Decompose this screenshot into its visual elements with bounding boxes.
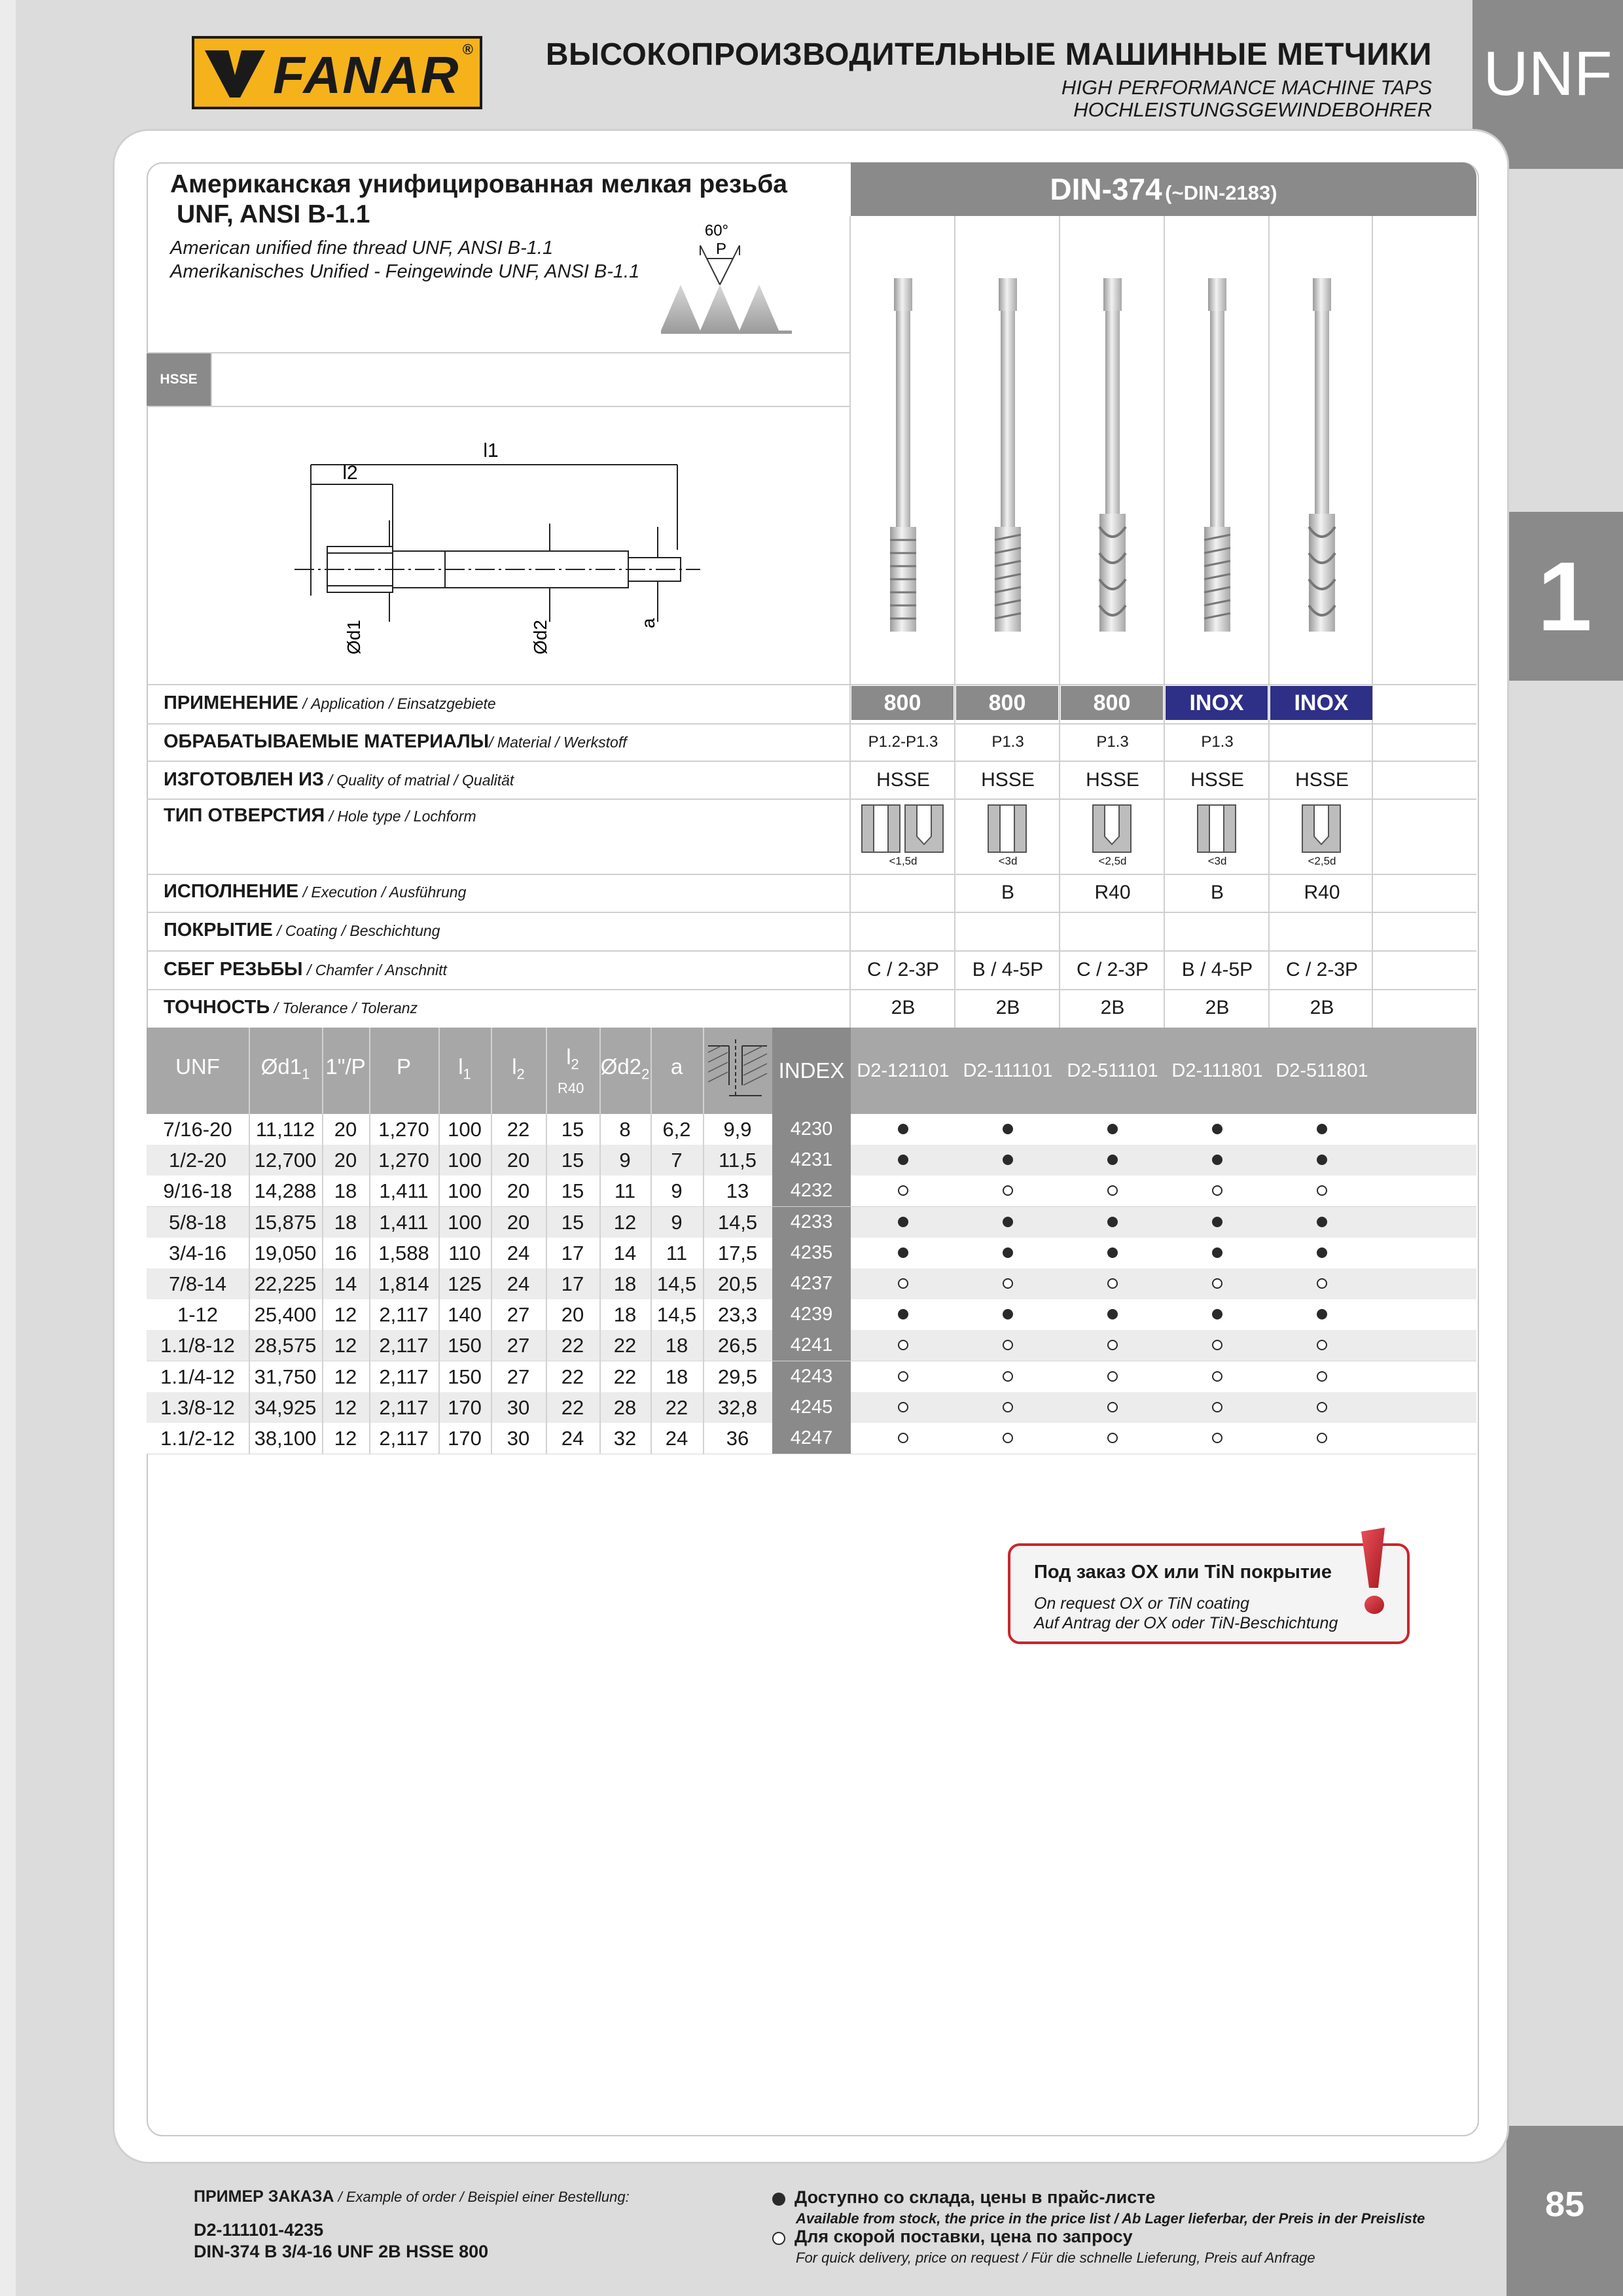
on-request-marker: [1212, 1278, 1222, 1289]
hole-type-icon-2: [987, 804, 1029, 853]
standard-main: DIN-374: [1050, 172, 1162, 206]
cell-d1: 25,400: [254, 1303, 317, 1327]
hole-type-icon-5: [1301, 804, 1343, 853]
cell-tpi: 14: [334, 1272, 357, 1295]
thread-profile-icon: [654, 219, 798, 334]
tool-images: [851, 265, 1374, 641]
tool-image-5: [1309, 278, 1335, 632]
tool-code-4: D2-111801: [1171, 1060, 1263, 1081]
cell-l1: 150: [448, 1365, 482, 1388]
row-divider: [147, 798, 1476, 800]
cell-d1: 11,112: [255, 1118, 315, 1141]
cell-depth: 36: [726, 1427, 749, 1450]
cell-p: 1,411: [379, 1210, 429, 1234]
row-divider: [147, 874, 1476, 875]
fanar-logo: [192, 36, 482, 109]
cell-index: 4239: [772, 1299, 851, 1330]
cell-l2: 20: [507, 1149, 530, 1172]
page-title: ВЫСОКОПРОИЗВОДИТЕЛЬНЫЕ МАШИННЫЕ МЕТЧИКИ: [545, 37, 1432, 72]
row-divider: [147, 989, 1476, 990]
page-title-de: HOCHLEISTUNGSGEWINDEBOHRER: [1073, 98, 1432, 121]
coating-note: [1008, 1543, 1410, 1644]
on-request-marker: [1212, 1371, 1222, 1382]
in-stock-marker: [1317, 1247, 1327, 1258]
cell-a: 22: [665, 1395, 688, 1419]
thread-standard: UNF, ANSI B-1.1: [177, 200, 370, 228]
cell-size: 7/8-14: [169, 1272, 226, 1295]
cell-d1: 15,875: [254, 1210, 317, 1234]
on-request-marker: [1107, 1402, 1118, 1412]
cell-l2: 20: [507, 1179, 530, 1203]
cell-depth: 23,3: [717, 1303, 758, 1327]
chamfer-value-3: C / 2-3P: [1076, 959, 1149, 980]
cell-l1: 100: [448, 1210, 482, 1234]
cell-p: 1,411: [379, 1179, 429, 1203]
tap-dimension-drawing: [275, 432, 700, 668]
cell-l2r: 15: [561, 1179, 584, 1203]
cell-l2r: 22: [561, 1395, 584, 1419]
cell-size: 7/16-20: [163, 1118, 232, 1141]
in-stock-marker: [898, 1247, 908, 1258]
hole-type-icon-3: [1092, 804, 1133, 853]
chapter-tab: 1: [1507, 512, 1623, 681]
cell-l1: 170: [448, 1427, 482, 1450]
hole-depth-5: <2,5d: [1308, 855, 1336, 867]
cell-depth: 17,5: [717, 1241, 758, 1265]
cell-d2: 9: [619, 1149, 631, 1172]
cell-l1: 150: [448, 1334, 482, 1357]
a-label: a: [638, 618, 658, 628]
in-stock-marker: [1212, 1247, 1222, 1258]
in-stock-marker: [898, 1217, 908, 1227]
cell-d1: 19,050: [254, 1241, 317, 1265]
note-de: Auf Antrag der OX oder TiN-Beschichtung: [1034, 1614, 1338, 1632]
cell-d2: 11: [614, 1179, 636, 1203]
table-column-divider: [599, 1028, 601, 1454]
cell-index: 4243: [772, 1361, 851, 1392]
chamfer-value-5: C / 2-3P: [1285, 959, 1359, 980]
row-divider: [147, 684, 1476, 685]
col-unf: UNF: [175, 1054, 220, 1079]
cell-a: 9: [671, 1210, 683, 1234]
in-stock-marker: [1212, 1217, 1222, 1227]
on-request-marker: [1003, 1371, 1013, 1382]
application-badge-5: INOX: [1270, 686, 1372, 720]
quality-value-4: HSSE: [1190, 769, 1244, 791]
order-example-code: D2-111101-4235: [194, 2220, 324, 2240]
cell-index: 4245: [772, 1392, 851, 1423]
on-request-marker: [898, 1402, 908, 1412]
cell-index: 4233: [772, 1207, 851, 1238]
logo-text: FANAR: [273, 46, 460, 104]
cell-p: 2,117: [379, 1365, 429, 1388]
logo-v-mark: [205, 50, 265, 98]
property-application: ПРИМЕНЕНИЕ / Application / Einsatzgebiete: [164, 692, 496, 713]
on-request-marker: [1212, 1433, 1222, 1443]
on-request-marker: [1317, 1371, 1327, 1382]
cell-size: 3/4-16: [169, 1241, 226, 1265]
cell-tpi: 16: [334, 1241, 357, 1265]
tolerance-value-2: 2B: [995, 997, 1020, 1018]
col-a: a: [670, 1054, 683, 1079]
stock-legend-tr: Available from stock, the price in the price list / Ab Lager lieferbar, der Preis in der Preisliste: [796, 2210, 1425, 2227]
cell-size: 5/8-18: [169, 1210, 226, 1234]
cell-d2: 28: [613, 1395, 637, 1419]
tolerance-value-5: 2B: [1310, 997, 1334, 1018]
cell-l2: 30: [507, 1427, 530, 1450]
cell-d1: 22,225: [254, 1272, 317, 1295]
cell-d1: 12,700: [254, 1149, 317, 1172]
application-badge-3: 800: [1061, 686, 1163, 720]
registered-mark: ®: [462, 41, 473, 58]
divider: [147, 352, 851, 353]
cell-tpi: 20: [334, 1149, 357, 1172]
cell-tpi: 12: [334, 1427, 357, 1450]
material-value-4: P1.3: [1201, 733, 1234, 751]
execution-value-3: R40: [1094, 882, 1131, 903]
tool-image-4: [1204, 278, 1230, 632]
r40-label: R40: [558, 1080, 584, 1096]
cell-size: 1.1/4-12: [160, 1365, 235, 1388]
pitch-label: P: [715, 240, 727, 258]
in-stock-marker: [1317, 1124, 1327, 1134]
row-divider: [147, 723, 1476, 725]
chamfer-value-1: C / 2-3P: [866, 959, 940, 980]
application-badge-1: 800: [851, 686, 954, 720]
col-l1: $l_1$: [458, 1054, 471, 1083]
in-stock-marker: [1107, 1247, 1118, 1258]
cell-size: 1.1/8-12: [160, 1334, 235, 1357]
cell-index: 4241: [772, 1330, 851, 1361]
property-hole-type: ТИП ОТВЕРСТИЯ / Hole type / Lochform: [164, 805, 476, 826]
hole-type-icon-4: [1196, 804, 1238, 853]
cell-tpi: 12: [334, 1334, 357, 1357]
cell-d2: 12: [613, 1210, 637, 1234]
material-value-2: P1.3: [991, 733, 1024, 751]
property-quality: ИЗГОТОВЛЕН ИЗ / Quality of matrial / Qualität: [164, 769, 514, 790]
cell-l2: 27: [507, 1365, 530, 1388]
tolerance-value-3: 2B: [1100, 997, 1125, 1018]
cell-a: 9: [671, 1179, 683, 1203]
standard-header: [851, 162, 1476, 216]
cell-depth: 14,5: [717, 1210, 758, 1234]
cell-depth: 32,8: [717, 1395, 758, 1419]
page-number: 85: [1507, 2126, 1623, 2296]
cell-a: 18: [665, 1365, 688, 1388]
cell-l1: 100: [448, 1149, 482, 1172]
execution-value-5: R40: [1304, 882, 1340, 903]
note-title: Под заказ OX или TiN покрытие: [1034, 1562, 1332, 1583]
l1-label: l1: [483, 440, 499, 461]
cell-a: 14,5: [656, 1303, 697, 1327]
cell-d2: 8: [619, 1118, 631, 1141]
on-request-marker: [1003, 1278, 1013, 1289]
d1-label: Ød1: [344, 620, 364, 655]
hole-depth-2: <3d: [998, 855, 1018, 867]
execution-value-4: B: [1210, 882, 1224, 903]
quality-value-1: HSSE: [876, 769, 930, 791]
table-column-divider: [651, 1028, 652, 1454]
table-column-divider: [249, 1028, 250, 1454]
cell-d2: 14: [613, 1241, 637, 1265]
quick-legend-ru: Для скорой поставки, цена по запросу: [794, 2227, 1133, 2246]
in-stock-marker: [1212, 1124, 1222, 1134]
cell-a: 18: [665, 1334, 688, 1357]
cell-l1: 125: [448, 1272, 482, 1295]
cell-d2: 18: [613, 1303, 637, 1327]
page-title-en: HIGH PERFORMANCE MACHINE TAPS: [1061, 76, 1432, 99]
cell-d2: 18: [613, 1272, 637, 1295]
cell-l2r: 15: [561, 1149, 584, 1172]
on-request-marker: [1317, 1433, 1327, 1443]
tool-code-1: D2-121101: [857, 1060, 950, 1081]
col-d1: $Ød1_1$: [260, 1054, 310, 1083]
thread-title-ru: Американская унифицированная мелкая резьба: [170, 170, 787, 198]
cell-p: 1,814: [378, 1272, 429, 1295]
cell-l2r: 15: [561, 1210, 584, 1234]
cell-d2: 22: [613, 1365, 637, 1388]
stock-legend-ru: Доступно со склада, цены в прайс-листе: [794, 2187, 1156, 2207]
application-badge-2: 800: [956, 686, 1058, 720]
tool-code-5: D2-511801: [1275, 1060, 1368, 1081]
cell-index: 4235: [772, 1238, 851, 1268]
hole-depth-4: <3d: [1207, 855, 1227, 867]
on-request-marker: [1003, 1433, 1013, 1443]
quick-legend-tr: For quick delivery, price on request / Für die schnelle Lieferung, Preis auf Anfrage: [796, 2250, 1315, 2266]
page-margin: [0, 0, 16, 2296]
execution-value-2: B: [1001, 882, 1014, 903]
cell-l2r: 22: [561, 1365, 584, 1388]
exclamation-icon: [1359, 1528, 1393, 1619]
cell-size: 1-12: [177, 1303, 219, 1327]
cell-p: 2,117: [379, 1303, 429, 1327]
cell-depth: 29,5: [717, 1365, 758, 1388]
hole-depth-1: <1,5d: [889, 855, 918, 867]
cell-l2r: 17: [561, 1272, 584, 1295]
on-request-marker: [1107, 1371, 1118, 1382]
cell-depth: 9,9: [723, 1118, 752, 1141]
on-request-marker: [898, 1371, 908, 1382]
cell-p: 2,117: [379, 1395, 429, 1419]
cell-l2r: 17: [561, 1241, 584, 1265]
cell-tpi: 12: [334, 1395, 357, 1419]
cell-l1: 110: [448, 1241, 481, 1265]
property-chamfer: СБЕГ РЕЗЬБЫ / Chamfer / Anschnitt: [164, 959, 447, 980]
cell-a: 14,5: [656, 1272, 697, 1295]
tool-image-2: [995, 278, 1021, 632]
standard-sub: (~DIN-2183): [1165, 181, 1277, 204]
on-request-marker: [1317, 1278, 1327, 1289]
table-column-divider: [369, 1028, 370, 1454]
tool-code-2: D2-111101: [963, 1060, 1053, 1081]
cell-l2: 24: [507, 1241, 530, 1265]
col-index: INDEX: [772, 1028, 851, 1114]
tool-image-3: [1099, 278, 1126, 632]
property-material: ОБРАБАТЫВАЕМЫЕ МАТЕРИАЛЫ/ Material / Werkstoff: [164, 731, 627, 752]
cell-d1: 38,100: [254, 1427, 317, 1450]
cell-l1: 100: [448, 1118, 482, 1141]
on-request-marker: [898, 1278, 908, 1289]
cell-d2: 32: [613, 1427, 637, 1450]
thread-title-en: American unified fine thread UNF, ANSI B-1.1: [170, 238, 554, 259]
cell-depth: 26,5: [717, 1334, 758, 1357]
cell-index: 4231: [772, 1145, 851, 1175]
row-divider: [147, 950, 1476, 952]
on-request-marker: [1107, 1278, 1118, 1289]
cell-l2: 22: [507, 1118, 530, 1141]
row-divider: [147, 761, 1476, 762]
in-stock-marker: [1107, 1217, 1118, 1227]
cell-a: 11: [666, 1241, 688, 1265]
cell-index: 4247: [772, 1423, 851, 1454]
tool-code-3: D2-511101: [1067, 1060, 1158, 1081]
cell-p: 1,270: [378, 1149, 429, 1172]
hole-type-icon-1: [861, 804, 946, 853]
cell-l1: 140: [448, 1303, 482, 1327]
tolerance-value-1: 2B: [891, 997, 916, 1018]
d2-label: Ød2: [530, 620, 550, 655]
property-execution: ИСПОЛНЕНИЕ / Execution / Ausführung: [164, 881, 467, 902]
depth-icon: [703, 1033, 772, 1109]
in-stock-marker: [1317, 1217, 1327, 1227]
cell-size: 1/2-20: [169, 1149, 226, 1172]
cell-a: 24: [665, 1427, 688, 1450]
in-stock-marker: [898, 1124, 908, 1134]
material-badge: HSSE: [147, 353, 211, 406]
quality-value-3: HSSE: [1086, 769, 1139, 791]
col-p: P: [396, 1054, 411, 1079]
cell-d1: 31,750: [254, 1365, 317, 1388]
table-column-divider: [322, 1028, 323, 1454]
col-l2-r40: $l_2$: [566, 1045, 579, 1073]
l2-label: l2: [342, 462, 358, 484]
cell-tpi: 18: [334, 1210, 357, 1234]
cell-size: 1.3/8-12: [160, 1395, 235, 1419]
order-example-label: ПРИМЕР ЗАКАЗА / Example of order / Beispiel einer Bestellung:: [194, 2187, 630, 2206]
stock-legend-icon: [772, 2193, 785, 2206]
cell-l2: 24: [507, 1272, 530, 1295]
cell-l2: 30: [507, 1395, 530, 1419]
cell-l2: 20: [507, 1210, 530, 1234]
cell-size: 9/16-18: [163, 1179, 232, 1203]
cell-a: 7: [671, 1149, 683, 1172]
table-column-divider: [438, 1028, 440, 1454]
on-request-marker: [1317, 1402, 1327, 1412]
material-value-3: P1.3: [1096, 733, 1129, 751]
col-l2: $l_2$: [512, 1054, 525, 1083]
table-column-divider: [703, 1028, 704, 1454]
cell-index: 4237: [772, 1268, 851, 1299]
cell-tpi: 12: [334, 1303, 357, 1327]
on-request-marker: [1003, 1402, 1013, 1412]
cell-depth: 20,5: [717, 1272, 758, 1295]
cell-l2r: 15: [561, 1118, 584, 1141]
property-tolerance: ТОЧНОСТЬ / Tolerance / Toleranz: [164, 997, 418, 1018]
on-request-marker: [1107, 1433, 1118, 1443]
cell-l2: 27: [507, 1303, 530, 1327]
table-column-divider: [491, 1028, 492, 1454]
cell-d1: 14,288: [254, 1179, 317, 1203]
in-stock-marker: [1003, 1217, 1013, 1227]
tolerance-value-4: 2B: [1205, 997, 1230, 1018]
divider: [211, 353, 212, 406]
cell-size: 1.1/2-12: [160, 1427, 235, 1450]
col-d2: $Ød2_2$: [600, 1054, 650, 1083]
cell-l2r: 24: [561, 1427, 584, 1450]
angle-label: 60°: [704, 222, 729, 240]
on-request-marker: [1212, 1402, 1222, 1412]
cell-tpi: 12: [334, 1365, 357, 1388]
thread-title-de: Amerikanisches Unified - Feingewinde UNF, ANSI B-1.1: [170, 261, 640, 282]
table-column-divider: [546, 1028, 547, 1454]
cell-depth: 13: [726, 1179, 749, 1203]
cell-tpi: 20: [334, 1118, 357, 1141]
cell-index: 4230: [772, 1114, 851, 1145]
cell-index: 4232: [772, 1175, 851, 1206]
in-stock-marker: [1107, 1124, 1118, 1134]
section-tab: UNF: [1472, 0, 1623, 169]
quick-legend-icon: [772, 2232, 785, 2245]
cell-d2: 22: [613, 1334, 637, 1357]
cell-d1: 34,925: [254, 1395, 317, 1419]
cell-tpi: 18: [334, 1179, 357, 1203]
on-request-marker: [898, 1433, 908, 1443]
order-example-desc: DIN-374 B 3/4-16 UNF 2B HSSE 800: [194, 2242, 489, 2261]
cell-l2: 27: [507, 1334, 530, 1357]
cell-l2r: 22: [561, 1334, 584, 1357]
chamfer-value-4: B / 4-5P: [1181, 959, 1253, 980]
cell-a: 6,2: [662, 1118, 691, 1141]
property-coating: ПОКРЫТИЕ / Coating / Beschichtung: [164, 920, 440, 941]
hole-depth-3: <2,5d: [1098, 855, 1127, 867]
in-stock-marker: [1003, 1124, 1013, 1134]
cell-depth: 11,5: [718, 1149, 757, 1172]
cell-d1: 28,575: [254, 1334, 317, 1357]
cell-p: 2,117: [379, 1334, 429, 1357]
cell-p: 1,270: [378, 1118, 429, 1141]
chamfer-value-2: B / 4-5P: [972, 959, 1044, 980]
quality-value-2: HSSE: [981, 769, 1035, 791]
cell-l1: 170: [448, 1395, 482, 1419]
cell-p: 2,117: [379, 1427, 429, 1450]
application-badge-4: INOX: [1166, 686, 1268, 720]
divider: [147, 406, 851, 407]
row-divider: [147, 912, 1476, 913]
tool-image-1: [890, 278, 916, 632]
col-tpi: 1"/P: [325, 1054, 366, 1079]
note-en: On request OX or TiN coating: [1034, 1594, 1250, 1613]
in-stock-marker: [1003, 1247, 1013, 1258]
cell-l1: 100: [448, 1179, 482, 1203]
cell-p: 1,588: [378, 1241, 429, 1265]
quality-value-5: HSSE: [1295, 769, 1349, 791]
material-value-1: P1.2-P1.3: [868, 733, 938, 751]
cell-l2r: 20: [561, 1303, 584, 1327]
